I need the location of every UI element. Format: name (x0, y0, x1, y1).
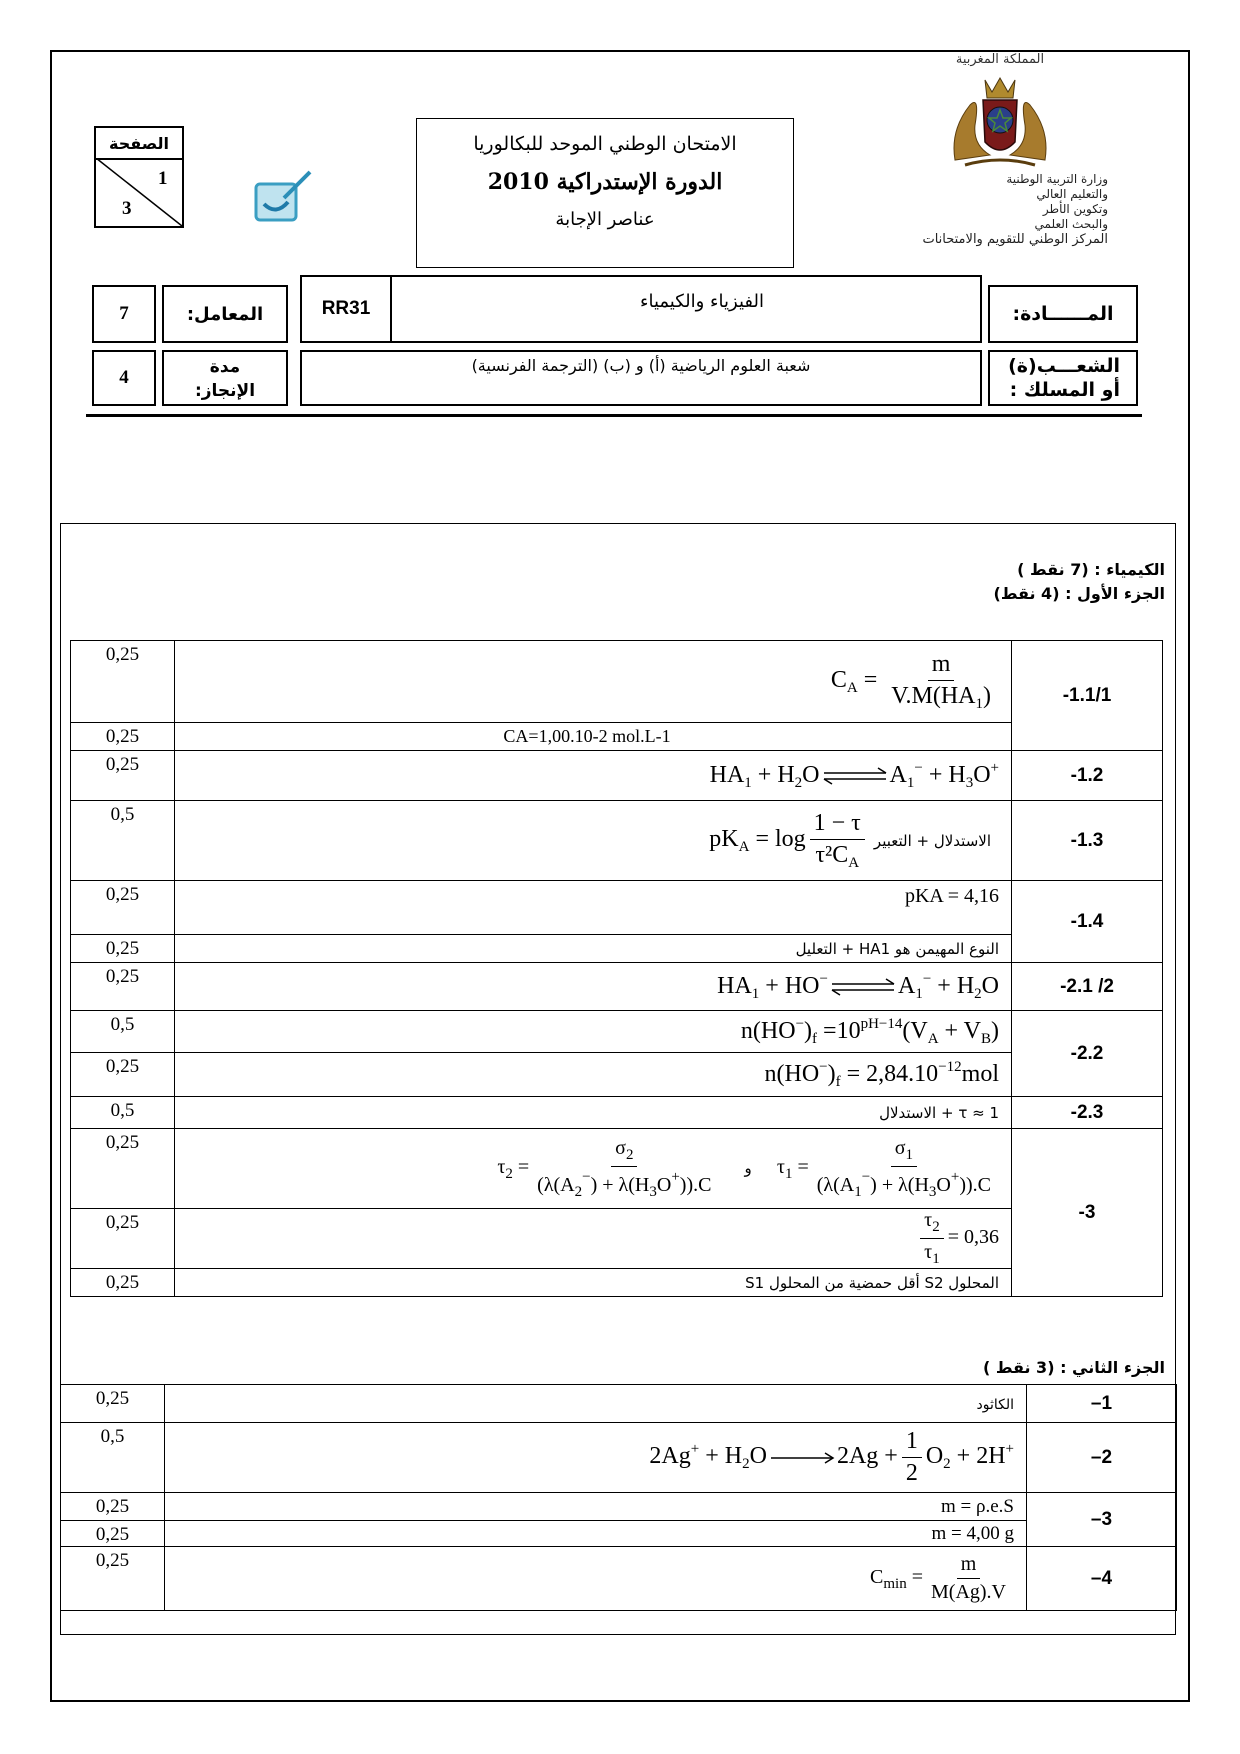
subject-code: RR31 (302, 277, 392, 341)
score-cell: 0,5 (61, 1423, 165, 1493)
score-cell: 0,25 (61, 1385, 165, 1423)
score-cell: 0,5 (71, 1011, 175, 1053)
electrolysis-equation: $2Ag^+ + H_2O$ 2Ag + $\frac{1}{2}$ $O_2 + 2H^+$ (649, 1428, 1014, 1486)
table-row (61, 1423, 1177, 1493)
page-number-box (94, 126, 184, 228)
table-row (71, 881, 1163, 935)
hydroxide-value: $n(HO^-)_f = 2,84.10^{-12}mol$ (764, 1058, 999, 1090)
answer-cell (175, 751, 1012, 801)
subject-label: المــــــادة: (988, 285, 1138, 343)
equilibrium-arrow-icon (820, 766, 890, 786)
answer-cell (175, 1011, 1012, 1053)
dominant-species: النوع المهيمن هو HA1 + التعليل (795, 940, 999, 958)
part2-title: الجزء الثاني : (3 نقط ) (982, 1358, 1165, 1377)
answer-cell (175, 723, 1012, 751)
mass-value: m = 4,00 g (931, 1522, 1014, 1544)
tau-approx: τ ≈ 1 + الاستدلال (879, 1104, 999, 1122)
table-row (71, 1269, 1163, 1297)
answer-cell (165, 1423, 1027, 1493)
equilibrium-arrow-icon (828, 977, 898, 997)
table-row (71, 1053, 1163, 1097)
page-current: 1 (158, 168, 168, 189)
tau2-formula: $\tau_2$ = $\frac{\sigma_2}{(\lambda(A_2^-) + \lambda(H_3O^+)).C}$ (497, 1136, 712, 1200)
answer-cell (175, 1097, 1012, 1129)
table-row (61, 1521, 1177, 1547)
branch-label-1: الشعـــب(ة) (1008, 355, 1120, 377)
duration-label-2: الإنجاز: (194, 381, 256, 401)
score-cell: 0,25 (71, 935, 175, 963)
conjunction: و (744, 1159, 752, 1178)
score-cell: 0,5 (71, 801, 175, 881)
cmin-formula: $C_{min}$ = $\frac{m}{M(Ag).V}$ (870, 1553, 1006, 1603)
ca-value: CA=1,00.10-2 mol.L-1 (503, 726, 671, 746)
ministry-line-3: وتكوين الأطر (1042, 202, 1108, 216)
answer-cell (165, 1547, 1027, 1611)
branch-label-2: أو المسلك : (1009, 379, 1120, 401)
ministry-line-1: وزارة التربية الوطنية (1006, 172, 1108, 186)
ministry-block (880, 172, 1108, 247)
subject-box (300, 275, 982, 343)
score-cell: 0,25 (71, 1053, 175, 1097)
question-number: -1.3 (1012, 801, 1163, 881)
tau-ratio-value: = 0,36 (947, 1226, 999, 1249)
mass-formula: m = ρ.e.S (941, 1495, 1014, 1517)
question-number: –4 (1027, 1547, 1177, 1611)
answer-cell (175, 881, 1012, 935)
score-cell: 0,25 (61, 1493, 165, 1521)
page-total: 3 (122, 198, 132, 219)
cathode-label: الكاثود (976, 1397, 1014, 1413)
question-number: -1.2 (1012, 751, 1163, 801)
royal-emblem (945, 70, 1055, 170)
answer-cell (175, 963, 1012, 1011)
table-row (71, 1097, 1163, 1129)
table-row (71, 641, 1163, 723)
reaction-arrow-icon (767, 1451, 837, 1465)
score-cell: 0,25 (71, 751, 175, 801)
session: الدورة الإستدراكية 2010 (487, 169, 723, 195)
table-row (71, 1129, 1163, 1209)
score-cell: 0,25 (71, 723, 175, 751)
answer-cell (175, 1209, 1012, 1269)
branch-label (988, 350, 1138, 406)
table-row (71, 751, 1163, 801)
answer-key-label: عناصر الإجابة (555, 209, 655, 230)
reasoning-label: الاستدلال + التعبير (873, 832, 991, 851)
question-number: -3 (1012, 1129, 1163, 1297)
duration-label (162, 350, 288, 406)
formula-ca: $C_A$ = $\frac{m}{V.M(HA_1)}$ (830, 650, 991, 712)
question-number: –1 (1027, 1385, 1177, 1423)
part1-table (70, 640, 1163, 1297)
exam-title-box (416, 118, 794, 268)
answer-cell (175, 1269, 1012, 1297)
score-cell: 0,25 (71, 641, 175, 723)
score-cell: 0,25 (61, 1547, 165, 1611)
center-logo (254, 168, 316, 224)
coef-label: المعامل: (162, 285, 288, 343)
question-number: –3 (1027, 1493, 1177, 1547)
score-cell: 0,5 (71, 1097, 175, 1129)
answer-cell (175, 935, 1012, 963)
answer-cell (175, 1129, 1012, 1209)
question-number: -1.1/1 (1012, 641, 1163, 751)
table-row (61, 1385, 1177, 1423)
table-row (61, 1547, 1177, 1611)
table-row (71, 935, 1163, 963)
page-label: الصفحة (96, 128, 182, 160)
score-cell: 0,25 (71, 1129, 175, 1209)
table-row (71, 1209, 1163, 1269)
question-number: -2.3 (1012, 1097, 1163, 1129)
question-number: -2.2 (1012, 1011, 1163, 1097)
score-cell: 0,25 (71, 881, 175, 935)
question-number: -2.1 /2 (1012, 963, 1163, 1011)
pka-expression: $pK_A = \log$ $\frac{1 - \tau}{\tau^2C_A}$ (709, 826, 869, 852)
answer-cell (165, 1521, 1027, 1547)
duration-value: 4 (92, 350, 156, 406)
table-row (71, 723, 1163, 751)
reaction-water: $HA_1 + H_2O$ $A_1^- + H_3O^+$ (709, 759, 999, 791)
answer-cell (175, 1053, 1012, 1097)
duration-label-1: مدة (209, 357, 241, 377)
branch-name: شعبة العلوم الرياضية (أ) و (ب) (الترجمة الفرنسية) (471, 356, 811, 375)
table-row (61, 1493, 1177, 1521)
header-rule (86, 414, 1142, 417)
reaction-base: $HA_1 + HO^-$ $A_1^- + H_2O$ (717, 970, 999, 1002)
score-cell: 0,25 (61, 1521, 165, 1547)
branch-box (300, 350, 982, 406)
question-number: –2 (1027, 1423, 1177, 1493)
answer-cell (175, 801, 1012, 881)
pka-value: pKA = 4,16 (904, 885, 999, 907)
evaluation-center: المركز الوطني للتقويم والامتحانات (922, 232, 1108, 247)
ministry-line-4: والبحث العلمي (1034, 217, 1108, 231)
subject-name: الفيزياء والكيمياء (640, 291, 764, 312)
table-row (71, 801, 1163, 881)
answer-cell (175, 641, 1012, 723)
hydroxide-formula: $n(HO^-)_f =10^{pH-14}(V_A + V_B)$ (740, 1015, 999, 1047)
kingdom-label: المملكة المغربية (955, 52, 1045, 67)
score-cell: 0,25 (71, 963, 175, 1011)
tau1-formula: $\tau_1$ = $\frac{\sigma_1}{(\lambda(A_1^-) + \lambda(H_3O^+)).C}$ (776, 1136, 991, 1200)
score-cell: 0,25 (71, 1269, 175, 1297)
table-row (71, 1011, 1163, 1053)
coef-value: 7 (92, 285, 156, 343)
tau-ratio: $\frac{\tau_2}{\tau_1}$ = 0,36 (916, 1226, 999, 1248)
exam-title: الامتحان الوطني الموحد للبكالوريا (473, 133, 737, 155)
answer-cell (165, 1385, 1027, 1423)
score-cell: 0,25 (71, 1209, 175, 1269)
table-row (71, 963, 1163, 1011)
acidity-conclusion: المحلول S2 أقل حمضية من المحلول S1 (745, 1274, 999, 1292)
question-number: -1.4 (1012, 881, 1163, 963)
ministry-line-2: والتعليم العالي (1036, 187, 1108, 201)
part1-title: الجزء الأول : (4 نقط) (993, 584, 1165, 603)
chemistry-title: الكيمياء : (7 نقط ) (1017, 560, 1165, 579)
page-diagonal (96, 158, 182, 226)
part2-table (60, 1384, 1177, 1611)
answer-cell (165, 1493, 1027, 1521)
